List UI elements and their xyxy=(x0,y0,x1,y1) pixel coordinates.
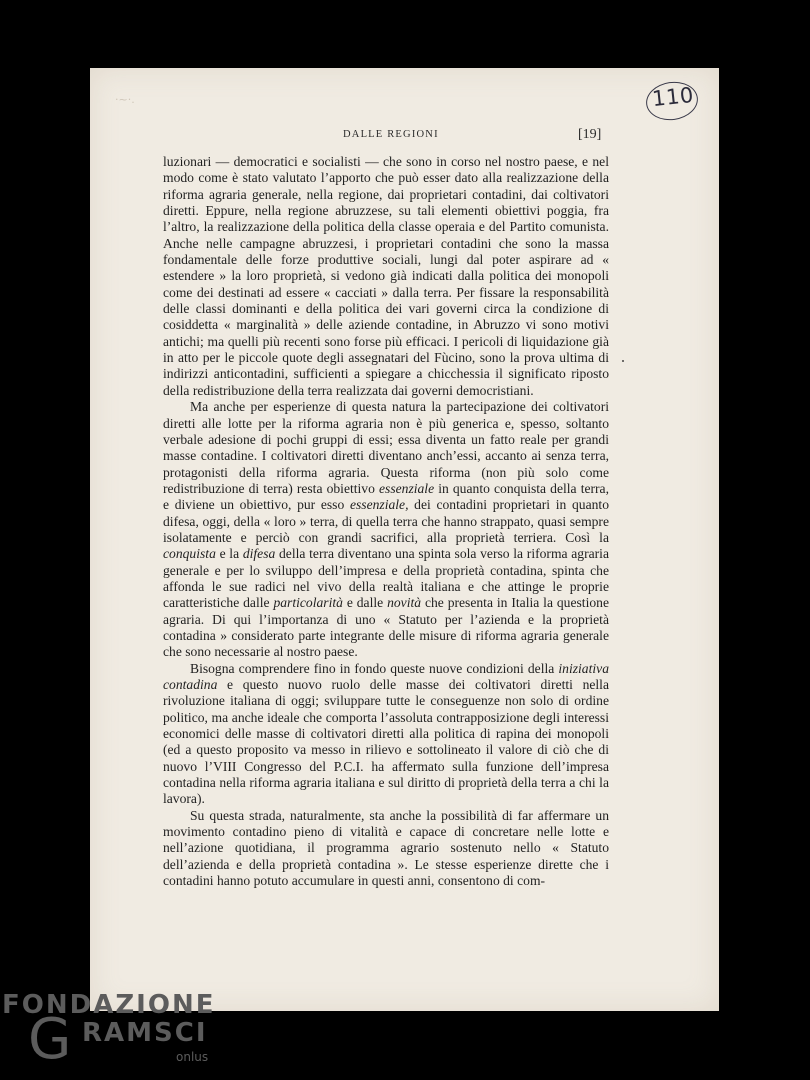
text-run: Ma anche per esperienze di questa natura la partecipazione dei coltivatori diretti alle lotte per la riforma agraria non è più generica e, spesso, soltanto verbale adesione di pochi gruppi di essi; essa diventa un fatto reale per grandi masse contadine. I coltivatori diretti diventano anch’essi, accanto ai senza terra, protagonisti della riforma agraria. Questa riforma (non più solo come redistribuzione di terra) resta obiettivo xyxy=(163,399,609,496)
watermark-line-1: FONDAZIONE xyxy=(2,990,216,1020)
fondazione-gramsci-watermark xyxy=(2,990,222,1070)
paragraph xyxy=(163,399,609,661)
text-run: e la xyxy=(215,546,243,562)
page-number: [19] xyxy=(578,127,602,142)
running-title: DALLE REGIONI xyxy=(343,129,439,140)
italic-text: iniziativa contadina xyxy=(163,660,609,692)
italic-text: essenziale, xyxy=(349,497,409,513)
text-run: e dalle xyxy=(342,595,388,611)
italic-text: particolarità xyxy=(273,595,343,611)
paragraph xyxy=(163,808,609,890)
text-run: Bisogna comprendere fino in fondo queste nuove condizioni della xyxy=(190,660,559,676)
italic-text: difesa xyxy=(242,546,276,562)
text-run: luzionari — democratici e socialisti — che sono in corso nel nostro paese, e nel modo come è stato valutato l’apporto che può esser dato alla realizzazione della riforma agraria generale, nella regione, dai proprietari contadini, dai coltivatori diretti. Eppure, nella regione abruzzese, su tali elementi obiettivi poggia, fra l’altro, la realizzazione della politica della classe operaia e del Partito comunista. Anche nelle campagne abruzzesi, i proprietari contadini che sono la massa fondamentale delle forze produttive sociali, lungi dal poter aspirare ad « estendere » la loro proprietà, si vedono già indicati dalla politica dei monopoli come dei destinati ad essere « cacciati » dalla terra. Per fissare la responsabilità delle classi dominanti e della politica dei vari governi circa la condizione di cosiddetta « marginalità » delle aziende contadine, in Abruzzo vi sono motivi antichi; ma quelli più recenti sono forse più efficaci. I pericoli di liquidazione già in atto per le piccole quote degli assegnatari del Fùcino, sono la prova ultima di indirizzi anticontadini, sufficienti a spiegare a chicchessia il significato riposto della redistribuzione della terra realizzata dai governi democristiani. xyxy=(163,154,609,398)
italic-text: novità xyxy=(387,595,422,611)
document-page xyxy=(90,68,719,1011)
watermark-line-2: RAMSCI xyxy=(82,1018,208,1048)
italic-text: essenziale xyxy=(379,480,435,496)
text-run: e questo nuovo ruolo delle masse dei coltivatori diretti nella rivoluzione italiana di oggi; sviluppare tutte le conseguenze non solo di ordine politico, ma anche ideale che comporta l’assoluta contrapposizione degli interessi economici delle masse di coltivatori diretti alla politica di rapina dei monopoli (ed a questo proposito va messo in rilievo e sottolineato il valore di ciò che di nuovo l’VIII Congresso del P.C.I. ha affermato sulla funzione dell’impresa contadina nella riforma agraria italiana e sul diritto di proprietà della terra a chi la lavora). xyxy=(163,677,609,807)
text-run: Su questa strada, naturalmente, sta anche la possibilità di far affermare un movimento contadino pieno di vitalità e capace di concretare nelle lotte e nell’azione quotidiana, il programma agrario sostenuto nello « Statuto dell’azienda e della proprietà contadina ». Le stesse esperienze dirette che i contadini hanno potuto accumulare in questi anni, consentono di com- xyxy=(163,807,609,889)
italic-text: conquista xyxy=(163,546,216,562)
margin-scribble: ·~·. xyxy=(115,93,135,106)
text-run: in quanto conquista della terra, e diviene un obiettivo, pur esso xyxy=(163,480,609,513)
body-text xyxy=(163,154,609,889)
watermark-onlus: onlus xyxy=(176,1050,209,1064)
paragraph xyxy=(163,661,609,808)
text-run: che presenta in Italia la questione agraria. Di qui l’importanza di uno « Statuto per l’azienda e la proprietà contadina » considerato parte integrante delle misure di riforma agraria generale che sono necessarie al nostro paese. xyxy=(163,595,609,660)
watermark-g-logo: G xyxy=(28,1007,72,1072)
text-run: della terra diventano una spinta sola verso la riforma agraria generale e per lo sviluppo dell’impresa e della proprietà contadina, spinta che affonda le sue radici nel vivo della realtà italiana e che attinge le proprie caratteristiche dalle xyxy=(163,546,609,611)
stray-mark xyxy=(622,360,624,362)
archive-number: 110 xyxy=(651,82,695,112)
text-run: dei contadini proprietari in quanto difesa, oggi, della « loro » terra, di quella terra che hanno strappato, quasi sempre isolatamente e perciò con grandi sacrifici, alla proprietà terriera. Così la xyxy=(163,497,609,545)
paragraph xyxy=(163,154,609,399)
